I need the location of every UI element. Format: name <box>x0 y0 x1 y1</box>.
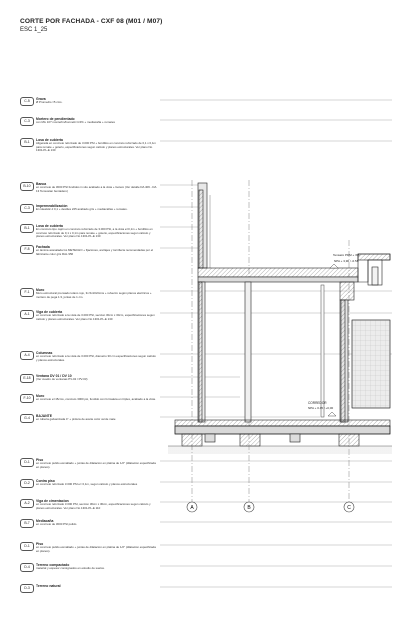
note-tag: B-1 <box>20 224 34 233</box>
note-bajante <box>0 414 160 454</box>
note-head: Mediacaña <box>36 519 54 523</box>
note-head: Terreno compactado <box>36 563 70 567</box>
note-head: BAJANTE <box>36 414 53 418</box>
note-body: Ø Promedio =5 cms. <box>36 100 63 104</box>
note-body: en concreto reforzado 3.000 PSI e= 0,1m, segun calculo y planos estructurales <box>36 482 138 486</box>
foundation-beams <box>182 434 359 446</box>
note-body: en tuberia galvanizada 4" + pintura de aceite color verde mate <box>36 417 116 421</box>
note-tag: F-8 <box>20 245 34 254</box>
note-tag: A-4 <box>20 351 34 360</box>
note-tag: C-3 <box>20 117 34 126</box>
floor-slab <box>175 420 390 434</box>
note-head: Ventana DV 01 / DV 10 <box>36 374 72 378</box>
note-tag: A-1 <box>20 310 34 319</box>
note-tag: E-18 <box>20 374 34 383</box>
axis-label-b: B <box>247 505 251 511</box>
note-tag: B-10 <box>20 182 34 191</box>
sheet-title: CORTE POR FACHADA - CXF 08 (M01 / M07) <box>20 18 163 25</box>
note-tag: A-2 <box>20 499 34 508</box>
note-body: Muro estructural prensado tolano rojo, 3x.5x10x6cms + refuerzo según planos eléctricos + mortero de pega 1:3, juntas de 1 cm. <box>36 291 152 299</box>
note-tag: B-1 <box>20 138 34 147</box>
note-losa-cubierta <box>0 138 160 178</box>
note-head: Muro <box>36 394 45 398</box>
note-head: Losa de cubierta <box>36 224 63 228</box>
downpipe-bajante <box>321 285 324 417</box>
axis-bubbles <box>187 502 354 512</box>
note-body: en concreto pulido esmaltado + juntas de dilatacion en platina de 1/2" (dilatacion especificada en planos). <box>36 545 156 553</box>
note-tag: D-1 <box>20 542 34 551</box>
note-head: Impermeabilización <box>36 204 68 208</box>
note-body: En concreto tipo cajón en concreto reforzado de 3.000 PSI, a la vista e=0,1m + bordillos en concreto reforzado de 0,1 x 0,1m para remate + goterio, especificaciones segun calculo y planos estructurales. Ver plano No 1301-PL-E 130 <box>36 227 153 238</box>
note-body: en concreto reforzado a la vista de 3.000 PSI, diametro 30 cm especificaciones segun calculo y planos estructurales. <box>36 354 156 362</box>
level-floor-label: CORREDOR <box>308 401 327 405</box>
note-body: en lamina acanalada GL METECHO + fijaciones, anclajes y tornillería recomendadas por el fabricante color gris RAL 956 <box>36 248 153 256</box>
sheet-scale: ESC 1_25 <box>20 27 48 33</box>
note-fachada <box>0 245 160 285</box>
note-head: Muro <box>36 288 45 292</box>
note-body: (Ver cuadro de ventanas PV-02 / PV-03) <box>36 377 88 381</box>
note-tag: G-4 <box>20 414 34 423</box>
note-body: en concreto reforzado a la vista de 3.000 PSI, seccion 30cm x 30cm, especificaciones segun calculo y planos estructurales. Ver plano No 1301-PL-E 130 <box>36 313 155 321</box>
level-roof-label: NPA + 3,90 / -0.58 <box>334 259 359 263</box>
note-tag: D-1 <box>20 458 34 467</box>
note-tag: D-4 <box>20 563 34 572</box>
level-roof-top-label: Tensazo PDM + 3% <box>333 253 360 257</box>
note-head: Losa de cubierta <box>36 138 63 142</box>
axis-label-a: A <box>190 505 194 511</box>
note-head: Terreno natural <box>36 584 61 588</box>
note-body: Aligerada en concreto reforzado de 3.000 PSI + bordillos en concreto reforzado de 0,1 x 0,1m para remate + goterio, especificaciones segun calculo y planos estructurales. Ver plano No 1301-PL-E 130 <box>36 141 156 152</box>
note-head: Viga de cimentacion <box>36 499 69 503</box>
note-body: con Mix 10? monterbn/bonnetti Cr4% + mediacaña + remates <box>36 120 115 124</box>
note-body: en concreto de 3000 PSI fundidos in situ acabado a la vista + Gotero (Ver detalle DA 406 - DA 13 Tensostan bentadero) <box>36 185 157 193</box>
level-markers <box>328 264 338 416</box>
axis-label-c: C <box>347 505 351 511</box>
roof-parapet <box>358 254 390 285</box>
note-head: Banca <box>36 182 47 186</box>
note-tag: D-3 <box>20 584 34 593</box>
note-head: Contra piso <box>36 479 55 483</box>
note-terreno-natural <box>0 584 160 624</box>
ground-line <box>168 446 392 454</box>
note-head: Grava <box>36 97 46 101</box>
note-head: Fachada <box>36 245 50 249</box>
note-body: material y espesor consignados en estudio de suelos. <box>36 566 105 570</box>
note-body: en concreto reforzado 3.000 PSI, seccion 30cm x 30cm, especificaciones segun calculo y planos estructurales. Ver plano No 1301-PL-E 110 <box>36 502 151 510</box>
note-body: en concreto pulido esmaltado + juntas de dilatacion en platina de 1/2" (dilatacion especificada en planos). <box>36 461 156 469</box>
note-tag: D-2 <box>20 479 34 488</box>
note-body: en concreto e=15cms, concreto 3000 psi, fundido con formaleta en triplex, acabado a la vista. <box>36 397 156 401</box>
window-dv01 <box>352 320 390 408</box>
note-tag: C-5 <box>20 97 34 106</box>
note-tag: F-1 <box>20 288 34 297</box>
note-head: Mortero de pendientado <box>36 117 75 121</box>
note-body: en concreto de 3000 PSI pulido <box>36 522 77 526</box>
parapet-banca <box>198 183 210 268</box>
roof-slab <box>198 268 358 300</box>
note-head: Piso <box>36 458 44 462</box>
note-head: Columnas <box>36 351 53 355</box>
level-floor-sub-label: NPA + 0.45 / +0,00 <box>308 406 334 410</box>
note-viga-cubierta <box>0 310 160 350</box>
note-tag: B-7 <box>20 519 34 528</box>
note-tag: C-3 <box>20 204 34 213</box>
note-tag: F-10 <box>20 394 34 403</box>
note-head: Piso <box>36 542 44 546</box>
note-head: Viga de cubierta <box>36 310 63 314</box>
note-body: En idealstic d 0,1 + destiles 225 acabado gris + mediacañas + remates. <box>36 207 128 211</box>
